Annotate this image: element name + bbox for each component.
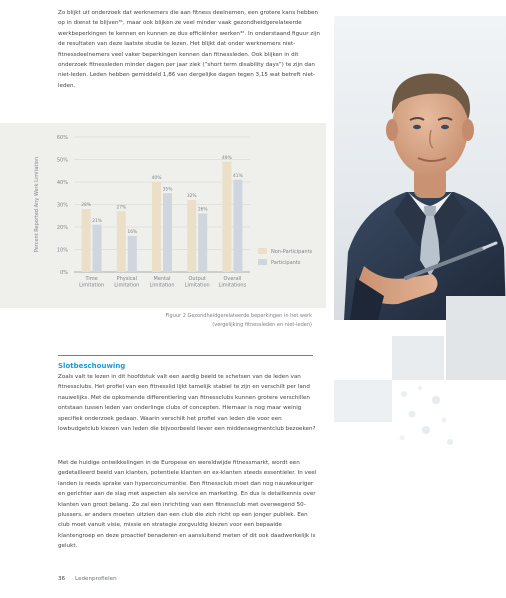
- x-tick-label: Limitation: [114, 282, 140, 289]
- y-tick-label: 30%: [56, 202, 68, 209]
- x-tick-label: Mental: [153, 276, 171, 282]
- legend-swatch: [258, 259, 267, 265]
- bar-participants: [163, 193, 172, 272]
- conclusion-paragraph-2: Met de huidige ontwikkelingen in de Europese en wereldwijde fitnessmarkt, wordt een gedetailleerd beeld van klanten, potentiele klanten en ex-klanten steeds essentieler. In veel landen is reeds sprake van hyperconcurrentie. Een fitnessclub moet dan nog nauwkeuriger en gerichter aan de slag met aspecten als service en marketing. En dus is detailkennis over klanten van groot belang. Zo zal een inrichting van een fitnessclub met overwegend 50-plussers, er anders moeten uitzien dan een club die zich richt op een jonger publiek. Een club moet vanuit visie, missie en strategie zorgvuldig kiezen voor een bepaalde klantengroep en deze proactief benaderen en aansluitend meten of dit ook daadwerkelijk is gelukt.: [58, 460, 317, 550]
- bar-participants: [128, 236, 137, 272]
- y-tick-label: 50%: [56, 157, 68, 164]
- y-axis-label: Percent Reported Any Work Limitation: [34, 156, 40, 253]
- data-label: 21%: [92, 218, 102, 224]
- decorative-square: [446, 296, 506, 380]
- bar-non-participants: [152, 182, 161, 272]
- businessman-illustration: [334, 16, 506, 320]
- x-tick-label: Limitation: [184, 282, 210, 289]
- x-tick-label: Limitations: [218, 282, 247, 289]
- bar-non-participants: [187, 200, 196, 272]
- x-tick-label: Physical: [116, 276, 137, 282]
- running-title: Ledenprofielen: [75, 576, 117, 582]
- work-limitation-bar-chart: [0, 123, 326, 308]
- figure-caption: [150, 312, 312, 329]
- legend-swatch: [258, 248, 267, 254]
- decorative-square: [334, 380, 392, 422]
- x-tick-label: Limitation: [79, 282, 105, 289]
- figure-caption-line-2: (vergelijking fitnessleden en niet-leden): [212, 321, 312, 328]
- y-tick-label: 0%: [60, 270, 68, 276]
- legend-label: Participants: [271, 260, 301, 266]
- data-label: 35%: [162, 187, 173, 193]
- x-tick-label: Output: [188, 276, 206, 282]
- bar-participants: [233, 180, 242, 272]
- bar-participants: [93, 225, 102, 272]
- bar-non-participants: [117, 211, 126, 272]
- data-label: 16%: [127, 230, 138, 235]
- data-label: 28%: [81, 203, 91, 208]
- bar-non-participants: [82, 209, 91, 272]
- bar-participants: [198, 214, 207, 273]
- data-label: 26%: [197, 207, 208, 213]
- intro-paragraph: Zo blijkt uit onderzoek dat werknemers die aan fitness deelnemen, een grotere kans hebben op in dienst te blijven³¹, maar ook blijken ze veel minder vaak gezondheidgerelateerde werkbeperkingen te kennen en kunnen ze dus efficiënter werken³². In onderstaand figuur zijn de resultaten van deze laatste studie te lezen. Het blijkt dat onder werknemers niet-fitnessdeelnemers veel vaker beperkingen kennen dan fitnessleden. Ook blijken in dit onderzoek fitnessleden minder dagen per jaar ziek (“short term disability days”) te zijn dan niet-leden. Leden hebben gemiddeld 1,86 van dergelijke dagen tegen 3,15 wat betreft niet-leden.: [58, 10, 320, 89]
- decorative-sparkle-pattern: [392, 380, 460, 452]
- legend-label: Non-Participants: [271, 249, 313, 255]
- y-tick-label: 10%: [56, 247, 68, 254]
- bar-non-participants: [222, 162, 231, 272]
- data-label: 41%: [233, 173, 243, 179]
- x-tick-label: Time: [85, 276, 98, 282]
- data-label: 32%: [186, 194, 197, 199]
- conclusion-paragraph-1: Zoals valt te lezen in dit hoofdstuk valt een aardig beeld te schetsen van de leden van fitnessclubs. Het profiel van een fitnesslid lijkt tamelijk stabiel te zijn en verschilt per land nauwelijks. Met de opkomende differentiering van fitnessclubs kunnen grotere verschillen ontstaan tussen leden van onderlinge clubs of concepten. Hiernaar is nog maar weinig specifiek onderzoek gedaan. Waarin verschilt het profiel van leden die voor een lowbudgetclub kiezen van leden die bijvoorbeeld liever een middensegmentclub bezoeken?: [58, 374, 316, 433]
- section-divider: [58, 355, 313, 356]
- y-tick-label: 20%: [56, 225, 68, 231]
- figure-caption-line-1: Figuur 2 Gezondheidgerelateerde beperkingen in het werk: [165, 313, 312, 319]
- businessman-photo: [334, 16, 506, 320]
- x-tick-label: Limitation: [149, 282, 175, 289]
- data-label: 40%: [151, 176, 162, 181]
- decorative-square: [392, 336, 444, 380]
- data-label: 27%: [116, 205, 127, 211]
- x-tick-label: Overall: [223, 276, 242, 282]
- y-tick-label: 40%: [56, 180, 68, 186]
- y-tick-label: 60%: [56, 135, 68, 141]
- section-heading: Slotbeschouwing: [58, 362, 126, 370]
- page-number: 36: [58, 576, 66, 582]
- data-label: 49%: [222, 155, 232, 161]
